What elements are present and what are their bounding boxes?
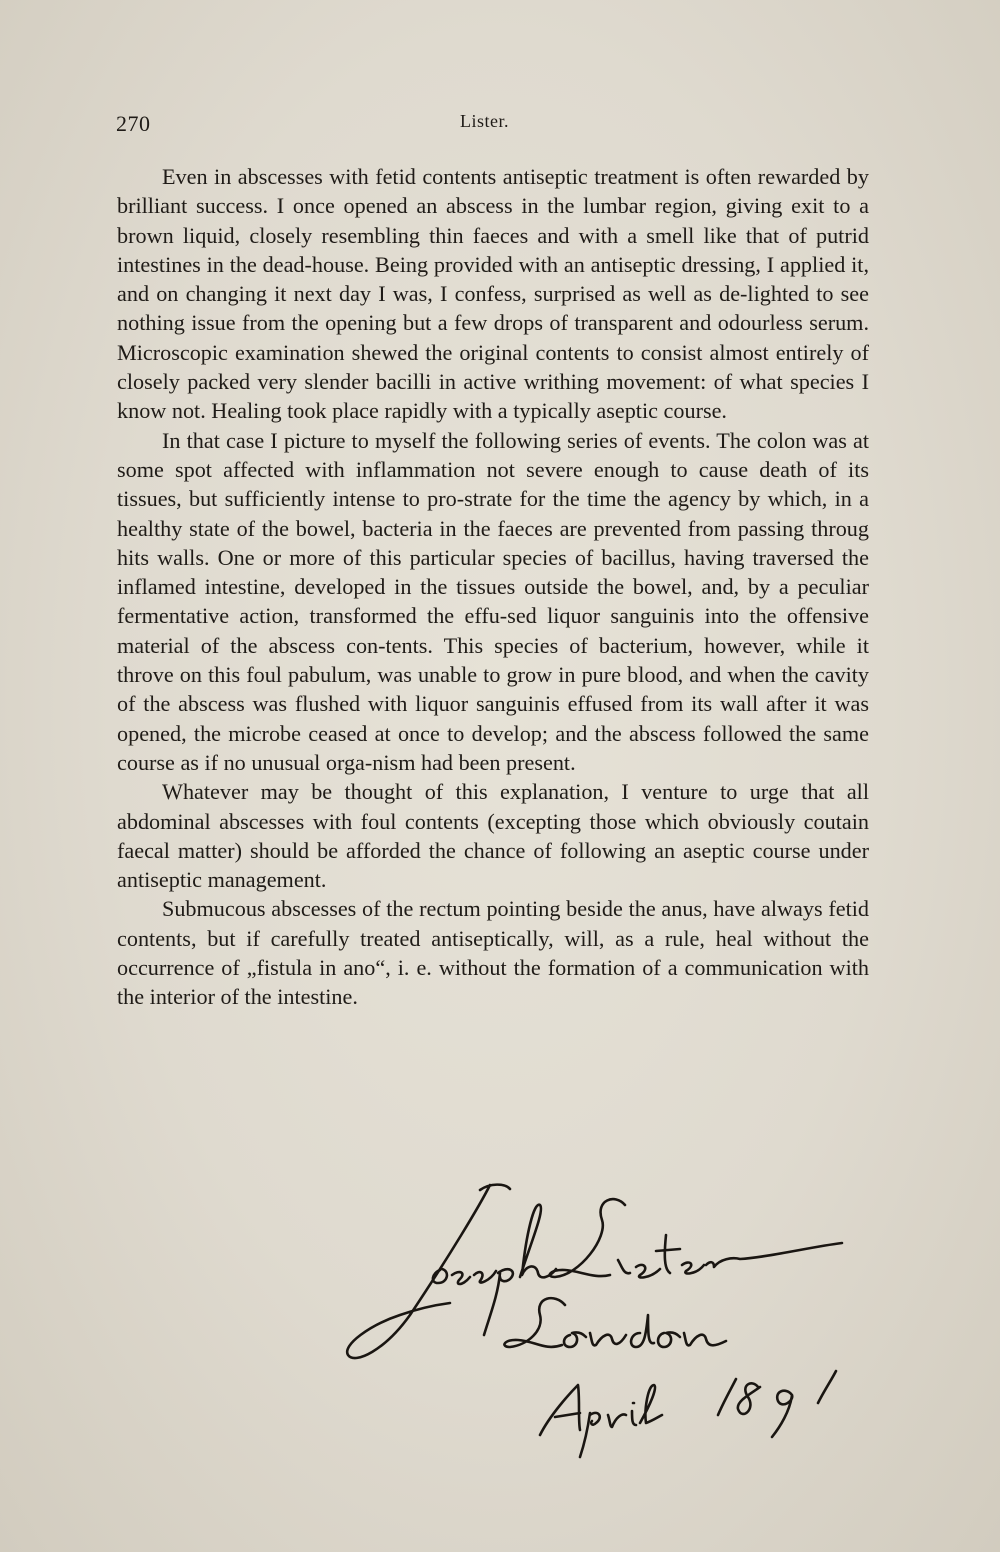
paragraph-2: In that case I picture to myself the following series of events. The colon was at some spot affected with inflammation not severe enough to cause death of its tissues, but sufficiently intense to pro-strate for the time the agency by which, in a healthy state of the bowel, bacteria in the faeces are prevented from passing throug hits walls. One or more of this particular species of bacillus, having traversed the inflamed intestine, developed in the tissues outside the bowel, and, by a peculiar fermentative action, transformed the effu-sed liquor sanguinis into the offensive material of the abscess con-tents. This species of bacterium, however, while it throve on this foul pabulum, was unable to grow in pure blood, and when the cavity of the abscess was flushed with liquor sanguinis effused from its wall after it was opened, the microbe ceased at once to develop; and the abscess followed the same course as if no unusual orga-nism had been present.: [117, 427, 869, 775]
signature-drawing: [340, 1165, 880, 1465]
paragraph-3: Whatever may be thought of this explanation, I venture to urge that all abdominal abscesses with foul contents (excepting those which obviously coutain faecal matter) should be afforded the chance of following an aseptic course under antiseptic management.: [117, 779, 869, 893]
paragraph-1: Even in abscesses with fetid contents antiseptic treatment is often rewarded by brilliant success. I once opened an abscess in the lumbar region, giving exit to a brown liquid, closely resembling thin faeces and with a smell like that of putrid intestines in the dead-house. Being provided with an antiseptic dressing, I applied it, and on changing it next day I was, I confess, surprised as well as de-lighted to see nothing issue from the opening but a few drops of transparent and odourless serum. Microscopic examination shewed the original contents to consist almost entirely of closely packed very slender bacilli in active writhing movement: of what species I know not. Healing took place rapidly with a typically aseptic course.: [117, 164, 869, 424]
body-text: [117, 162, 869, 1012]
signature-date: [540, 1371, 836, 1457]
handwritten-signature: [340, 1165, 880, 1465]
running-head: Lister.: [460, 111, 509, 131]
paragraph-4: Submucous abscesses of the rectum pointing beside the anus, have always fetid contents, but if carefully treated antiseptically, will, as a rule, heal without the occurrence of „fistula in ano“, i. e. without the formation of a communication with the interior of the intestine.: [117, 896, 869, 1010]
page-number: 270: [116, 111, 151, 136]
signature-name: [347, 1185, 842, 1358]
signature-place: [504, 1298, 726, 1347]
